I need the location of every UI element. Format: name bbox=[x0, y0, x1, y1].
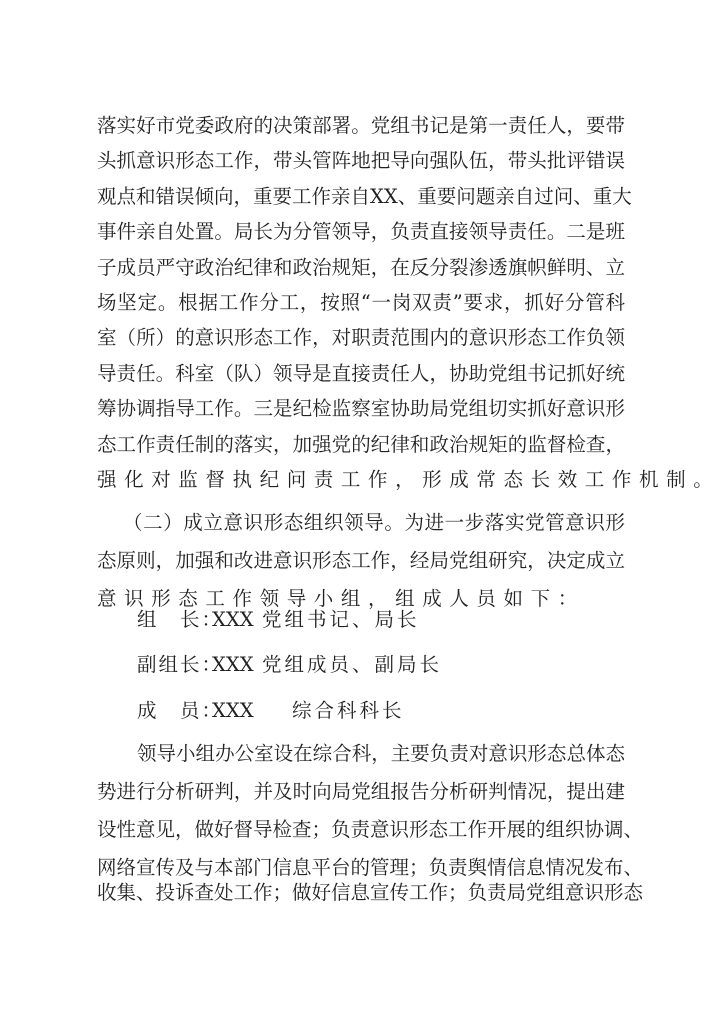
member-title: 综合科科长 bbox=[292, 699, 405, 722]
member-name: XXX bbox=[212, 608, 254, 631]
text-line: 场坚定。根据工作分工，按照“一岗双责”要求，抓好分管科 bbox=[97, 291, 625, 314]
text-line: 强化对监督执纪问责工作，形成常态长效工作机制。 bbox=[97, 468, 720, 491]
member-role: 副组长： bbox=[137, 653, 224, 676]
member-title: 党组成员、副局长 bbox=[262, 653, 443, 676]
text-line: 网络宣传及与本部门信息平台的管理；负责舆情信息情况发布、 bbox=[97, 856, 644, 879]
member-name: XXX bbox=[212, 699, 254, 722]
text-line: 子成员严守政治纪律和政治规矩，在反分裂渗透旗帜鲜明、立 bbox=[97, 255, 625, 279]
member-role: 组 长： bbox=[137, 608, 224, 631]
text-line: 落实好市党委政府的决策部署。党组书记是第一责任人，要带 bbox=[97, 114, 625, 137]
text-line: 设性意见，做好督导检查；负责意识形态工作开展的组织协调、 bbox=[97, 818, 644, 841]
text-line: （二）成立意识形态组织领导。为进一步落实党管意识形 bbox=[123, 511, 625, 534]
text-line: 领导小组办公室设在综合科，主要负责对意识形态总体态 bbox=[137, 742, 625, 765]
text-line: 筹协调指导工作。三是纪检监察室协助局党组切实抓好意识形 bbox=[97, 397, 625, 421]
member-role: 成 员： bbox=[137, 699, 224, 722]
member-name: XXX bbox=[212, 653, 254, 676]
text-line: 观点和错误倾向，重要工作亲自XX、重要问题亲自过问、重大 bbox=[97, 184, 632, 208]
member-title: 党组书记、局长 bbox=[262, 608, 420, 631]
text-line: 收集、投诉查处工作；做好信息宣传工作；负责局党组意识形态 bbox=[97, 881, 644, 904]
text-line: 导责任。科室（队）领导是直接责任人，协助党组书记抓好统 bbox=[97, 361, 625, 385]
text-line: 头抓意识形态工作，带头管阵地把导向强队伍，带头批评错误 bbox=[97, 149, 625, 173]
text-line: 态工作责任制的落实，加强党的纪律和政治规矩的监督检查， bbox=[97, 432, 625, 456]
text-line: 室（所）的意识形态工作，对职责范围内的意识形态工作负领 bbox=[97, 326, 625, 350]
text-line: 势进行分析研判，并及时向局党组报告分析研判情况，提出建 bbox=[97, 780, 625, 803]
text-line: 事件亲自处置。局长为分管领导，负责直接领导责任。二是班 bbox=[97, 220, 625, 244]
text-line: 意识形态工作领导小组，组成人员如下： bbox=[97, 587, 585, 610]
text-line: 态原则，加强和改进意识形态工作，经局党组研究，决定成立 bbox=[97, 549, 625, 572]
